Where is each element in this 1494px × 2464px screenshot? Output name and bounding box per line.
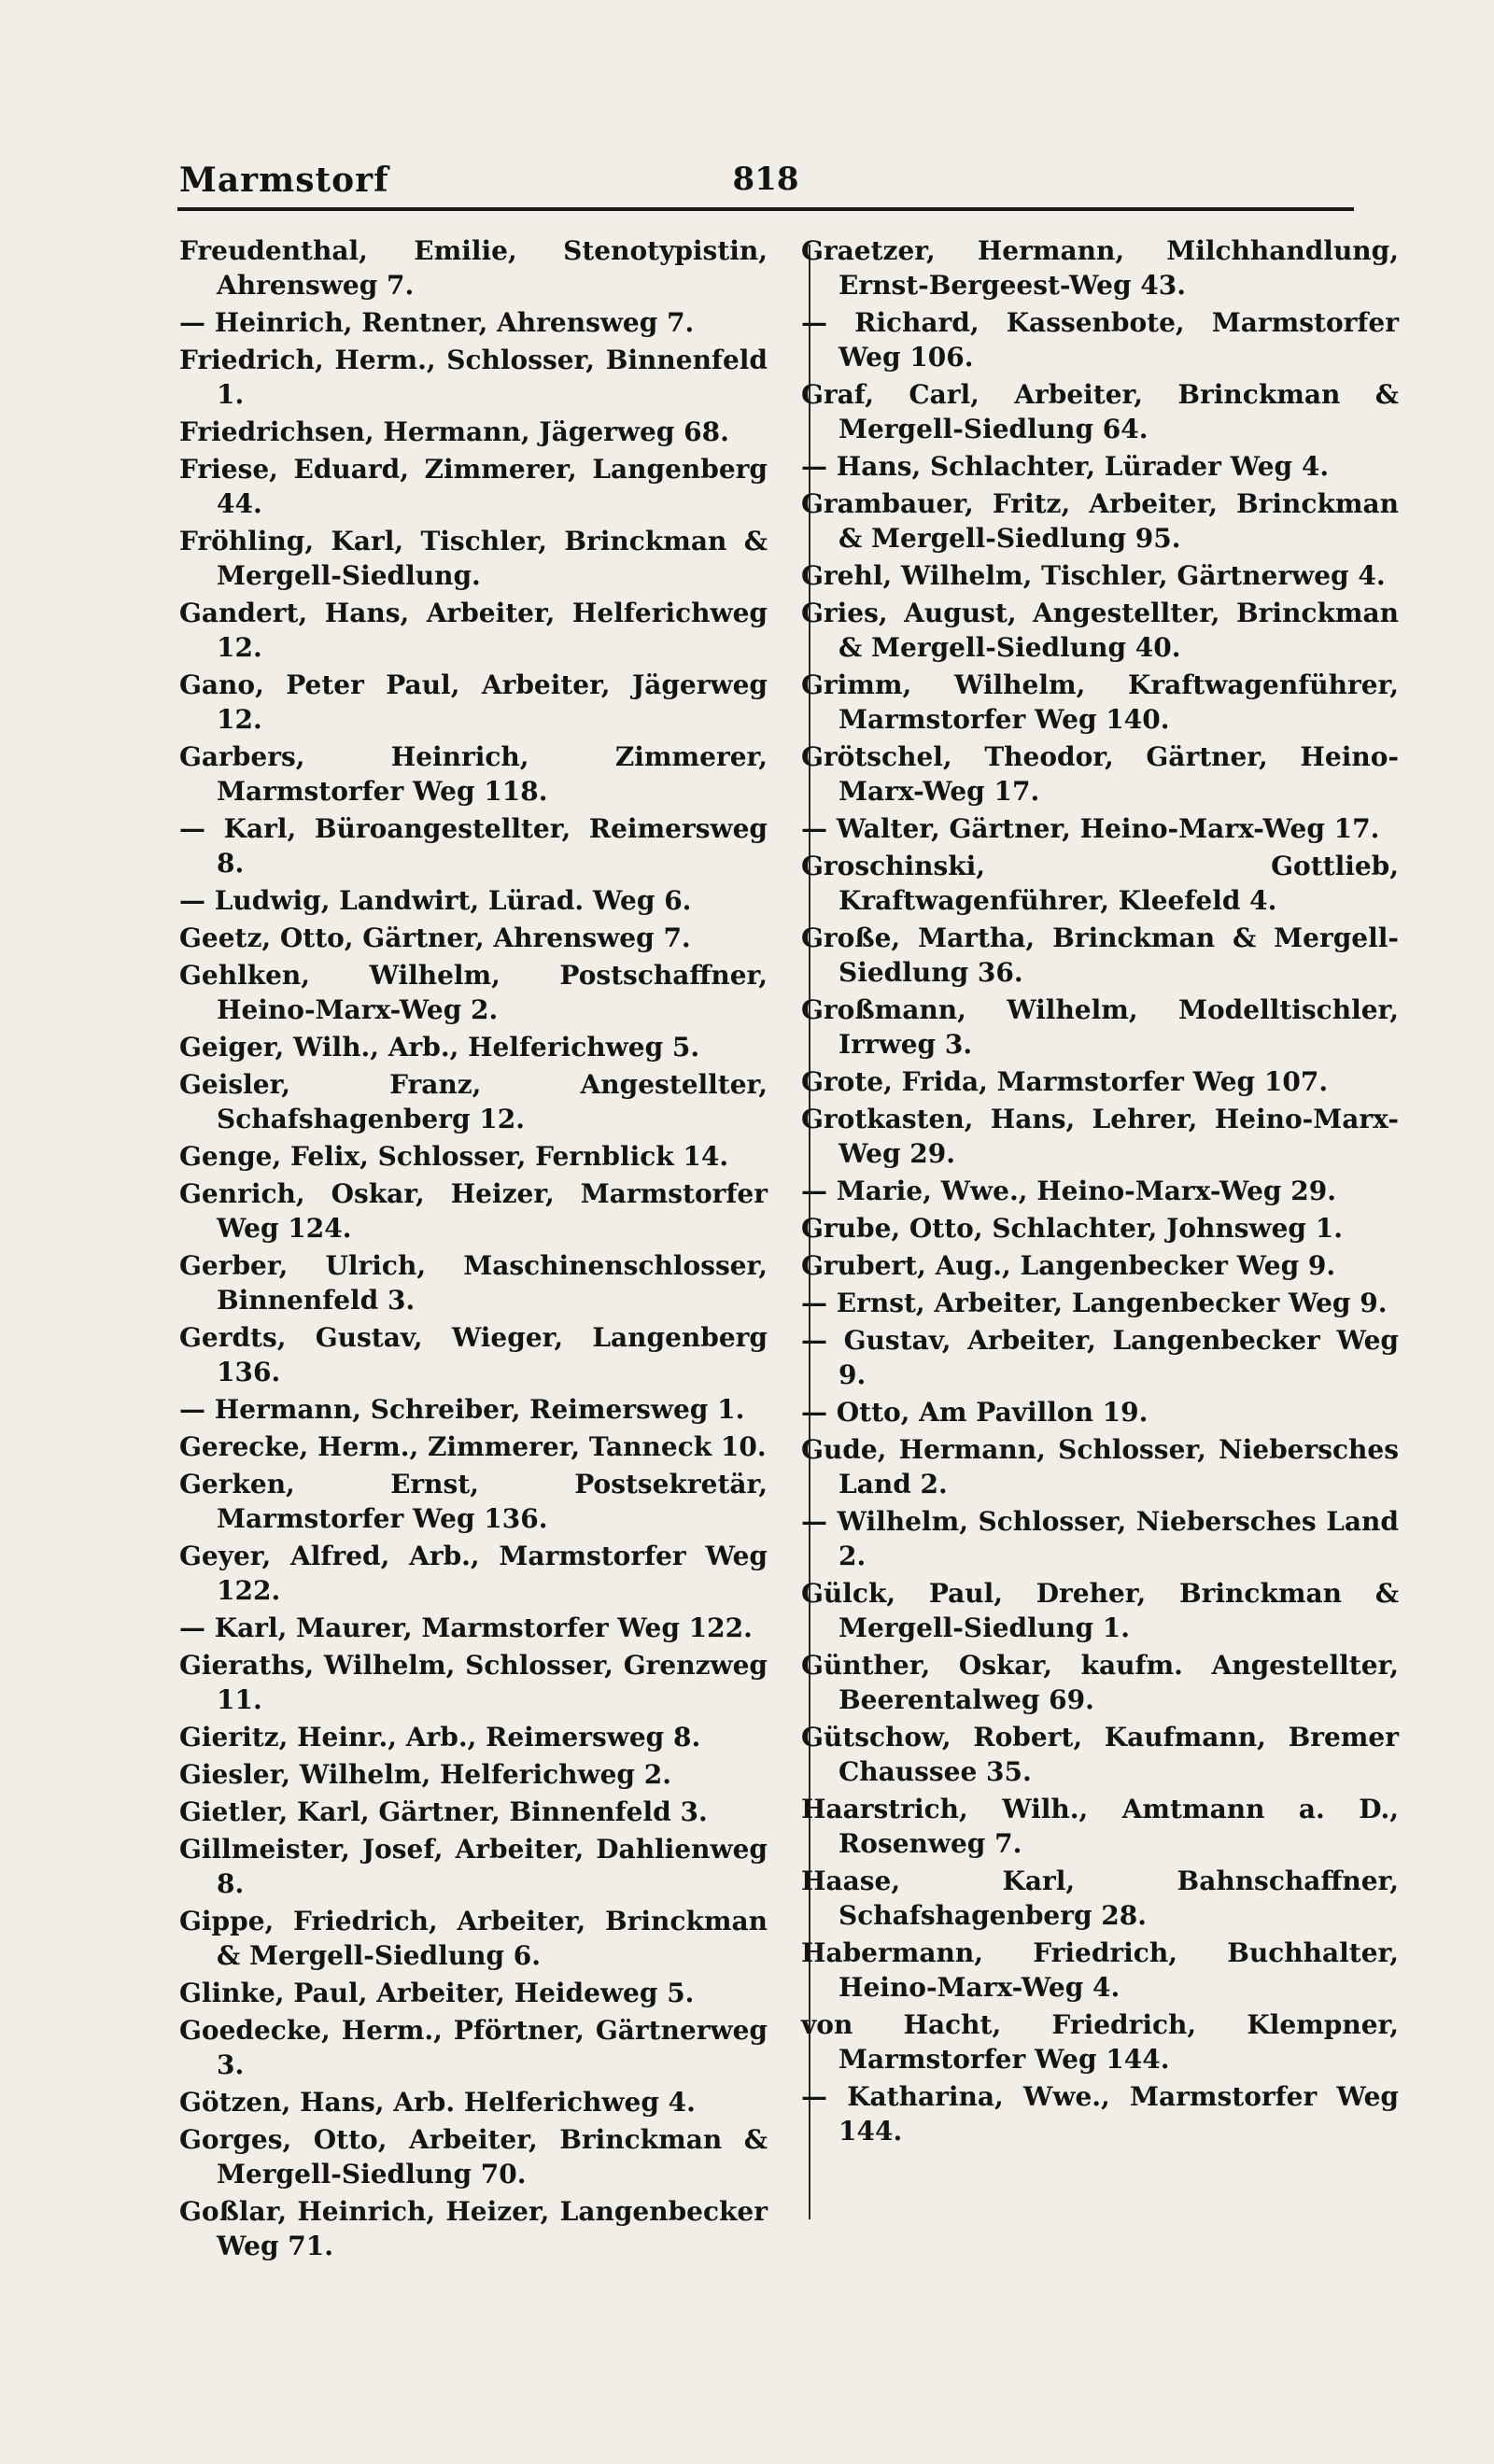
directory-entry: Giesler, Wilhelm, Helferichweg 2.	[179, 1759, 671, 1790]
page-header	[177, 157, 1354, 204]
directory-entry: Friedrichsen, Hermann, Jägerweg 68.	[179, 416, 729, 447]
directory-entry: Gerken, Ernst, Postsekretär, Marmstorfer Weg 136.	[179, 1469, 768, 1534]
directory-entry: — Marie, Wwe., Heino-Marx-Weg 29.	[801, 1176, 1336, 1206]
directory-entry: Grimm, Wilhelm, Kraftwagenführer, Marmstorfer Weg 140.	[801, 669, 1399, 735]
directory-entry: — Richard, Kassenbote, Marmstorfer Weg 106.	[801, 307, 1399, 373]
directory-entry: — Ernst, Arbeiter, Langenbecker Weg 9.	[801, 1288, 1388, 1318]
right-column	[801, 233, 1399, 2151]
directory-entry: Große, Martha, Brinckman & Mergell-Siedlung 36.	[801, 922, 1399, 988]
directory-entry: Goedecke, Herm., Pförtner, Gärtnerweg 3.	[179, 2015, 768, 2080]
directory-entry: Gude, Hermann, Schlosser, Niebersches Land 2.	[801, 1434, 1399, 1500]
directory-entry: Gütschow, Robert, Kaufmann, Bremer Chaussee 35.	[801, 1722, 1399, 1787]
directory-entry: Haarstrich, Wilh., Amtmann a. D., Rosenweg 7.	[801, 1794, 1399, 1859]
directory-entry: Gieraths, Wilhelm, Schlosser, Grenzweg 11.	[179, 1650, 768, 1715]
directory-entry: — Walter, Gärtner, Heino-Marx-Weg 17.	[801, 813, 1380, 844]
directory-entry: Günther, Oskar, kaufm. Angestellter, Beerentalweg 69.	[801, 1650, 1399, 1715]
directory-entry: Großmann, Wilhelm, Modelltischler, Irrweg 3.	[801, 994, 1399, 1060]
directory-entry: Götzen, Hans, Arb. Helferichweg 4.	[179, 2087, 696, 2118]
directory-entry: Graf, Carl, Arbeiter, Brinckman & Mergell-Siedlung 64.	[801, 379, 1399, 444]
left-column	[179, 233, 768, 2266]
directory-entry: Gülck, Paul, Dreher, Brinckman & Mergell-Siedlung 1.	[801, 1578, 1399, 1643]
directory-entry: Gandert, Hans, Arbeiter, Helferichweg 12.	[179, 598, 768, 663]
directory-entry: — Otto, Am Pavillon 19.	[801, 1397, 1149, 1428]
directory-entry: Glinke, Paul, Arbeiter, Heideweg 5.	[179, 1978, 695, 2008]
directory-entry: — Ludwig, Landwirt, Lürad. Weg 6.	[179, 885, 692, 916]
directory-entry: — Heinrich, Rentner, Ahrensweg 7.	[179, 307, 695, 338]
directory-entry: Geisler, Franz, Angestellter, Schafshagenberg 12.	[179, 1069, 768, 1134]
page-number: 818	[732, 161, 799, 198]
directory-entry: Gieritz, Heinr., Arb., Reimersweg 8.	[179, 1722, 701, 1753]
directory-entry: Gerdts, Gustav, Wieger, Langenberg 136.	[179, 1322, 768, 1387]
directory-entry: — Karl, Maurer, Marmstorfer Weg 122.	[179, 1612, 753, 1643]
directory-entry: Graetzer, Hermann, Milchhandlung, Ernst-Bergeest-Weg 43.	[801, 235, 1399, 301]
directory-entry: Goßlar, Heinrich, Heizer, Langenbecker Weg 71.	[179, 2196, 768, 2261]
directory-entry: Habermann, Friedrich, Buchhalter, Heino-Marx-Weg 4.	[801, 1937, 1399, 2003]
directory-entry: Fröhling, Karl, Tischler, Brinckman & Mergell-Siedlung.	[179, 526, 768, 591]
directory-entry: Grube, Otto, Schlachter, Johnsweg 1.	[801, 1213, 1343, 1244]
directory-entry: Gries, August, Angestellter, Brinckman & Mergell-Siedlung 40.	[801, 598, 1399, 663]
directory-entry: Gerecke, Herm., Zimmerer, Tanneck 10.	[179, 1431, 767, 1462]
directory-entry: Grubert, Aug., Langenbecker Weg 9.	[801, 1250, 1336, 1281]
directory-entry: Grehl, Wilhelm, Tischler, Gärtnerweg 4.	[801, 560, 1386, 591]
directory-entry: Gillmeister, Josef, Arbeiter, Dahlienweg 8.	[179, 1834, 768, 1899]
directory-entry: Grotkasten, Hans, Lehrer, Heino-Marx-Weg 29.	[801, 1104, 1399, 1169]
directory-entry: Geiger, Wilh., Arb., Helferichweg 5.	[179, 1032, 700, 1063]
directory-entry: Gano, Peter Paul, Arbeiter, Jägerweg 12.	[179, 669, 768, 735]
directory-entry: Grambauer, Fritz, Arbeiter, Brinckman & Mergell-Siedlung 95.	[801, 488, 1399, 554]
directory-entry: Friedrich, Herm., Schlosser, Binnenfeld 1.	[179, 345, 768, 410]
locality-title: Marmstorf	[179, 161, 389, 200]
directory-entry: Geyer, Alfred, Arb., Marmstorfer Weg 122.	[179, 1541, 768, 1606]
directory-entry: Geetz, Otto, Gärtner, Ahrensweg 7.	[179, 922, 691, 953]
directory-entry: Haase, Karl, Bahnschaffner, Schafshagenberg 28.	[801, 1866, 1399, 1931]
directory-entry: Gerber, Ulrich, Maschinenschlosser, Binnenfeld 3.	[179, 1250, 768, 1316]
directory-entry: Garbers, Heinrich, Zimmerer, Marmstorfer Weg 118.	[179, 741, 768, 807]
directory-entry: Genge, Felix, Schlosser, Fernblick 14.	[179, 1141, 729, 1172]
directory-entry: Gietler, Karl, Gärtner, Binnenfeld 3.	[179, 1796, 708, 1827]
directory-entry: — Karl, Büroangestellter, Reimersweg 8.	[179, 813, 768, 879]
directory-entry: — Hermann, Schreiber, Reimersweg 1.	[179, 1394, 745, 1425]
directory-entry: — Wilhelm, Schlosser, Niebersches Land 2.	[801, 1506, 1399, 1571]
directory-entry: Freudenthal, Emilie, Stenotypistin, Ahrensweg 7.	[179, 235, 768, 301]
directory-entry: Gehlken, Wilhelm, Postschaffner, Heino-Marx-Weg 2.	[179, 960, 768, 1025]
directory-entry: — Hans, Schlachter, Lürader Weg 4.	[801, 451, 1330, 482]
directory-entry: Friese, Eduard, Zimmerer, Langenberg 44.	[179, 454, 768, 519]
directory-entry: Groschinski, Gottlieb, Kraftwagenführer, Kleefeld 4.	[801, 851, 1399, 916]
directory-entry: Genrich, Oskar, Heizer, Marmstorfer Weg 124.	[179, 1178, 768, 1244]
directory-entry: Grötschel, Theodor, Gärtner, Heino-Marx-Weg 17.	[801, 741, 1399, 807]
directory-entry: — Katharina, Wwe., Marmstorfer Weg 144.	[801, 2081, 1399, 2147]
directory-entry: Gorges, Otto, Arbeiter, Brinckman & Mergell-Siedlung 70.	[179, 2124, 768, 2189]
directory-entry: Gippe, Friedrich, Arbeiter, Brinckman & Mergell-Siedlung 6.	[179, 1906, 768, 1971]
header-rule	[177, 207, 1354, 211]
directory-entry: Grote, Frida, Marmstorfer Weg 107.	[801, 1066, 1329, 1097]
directory-entry: von Hacht, Friedrich, Klempner, Marmstorfer Weg 144.	[801, 2009, 1399, 2075]
directory-entry: — Gustav, Arbeiter, Langenbecker Weg 9.	[801, 1325, 1399, 1390]
